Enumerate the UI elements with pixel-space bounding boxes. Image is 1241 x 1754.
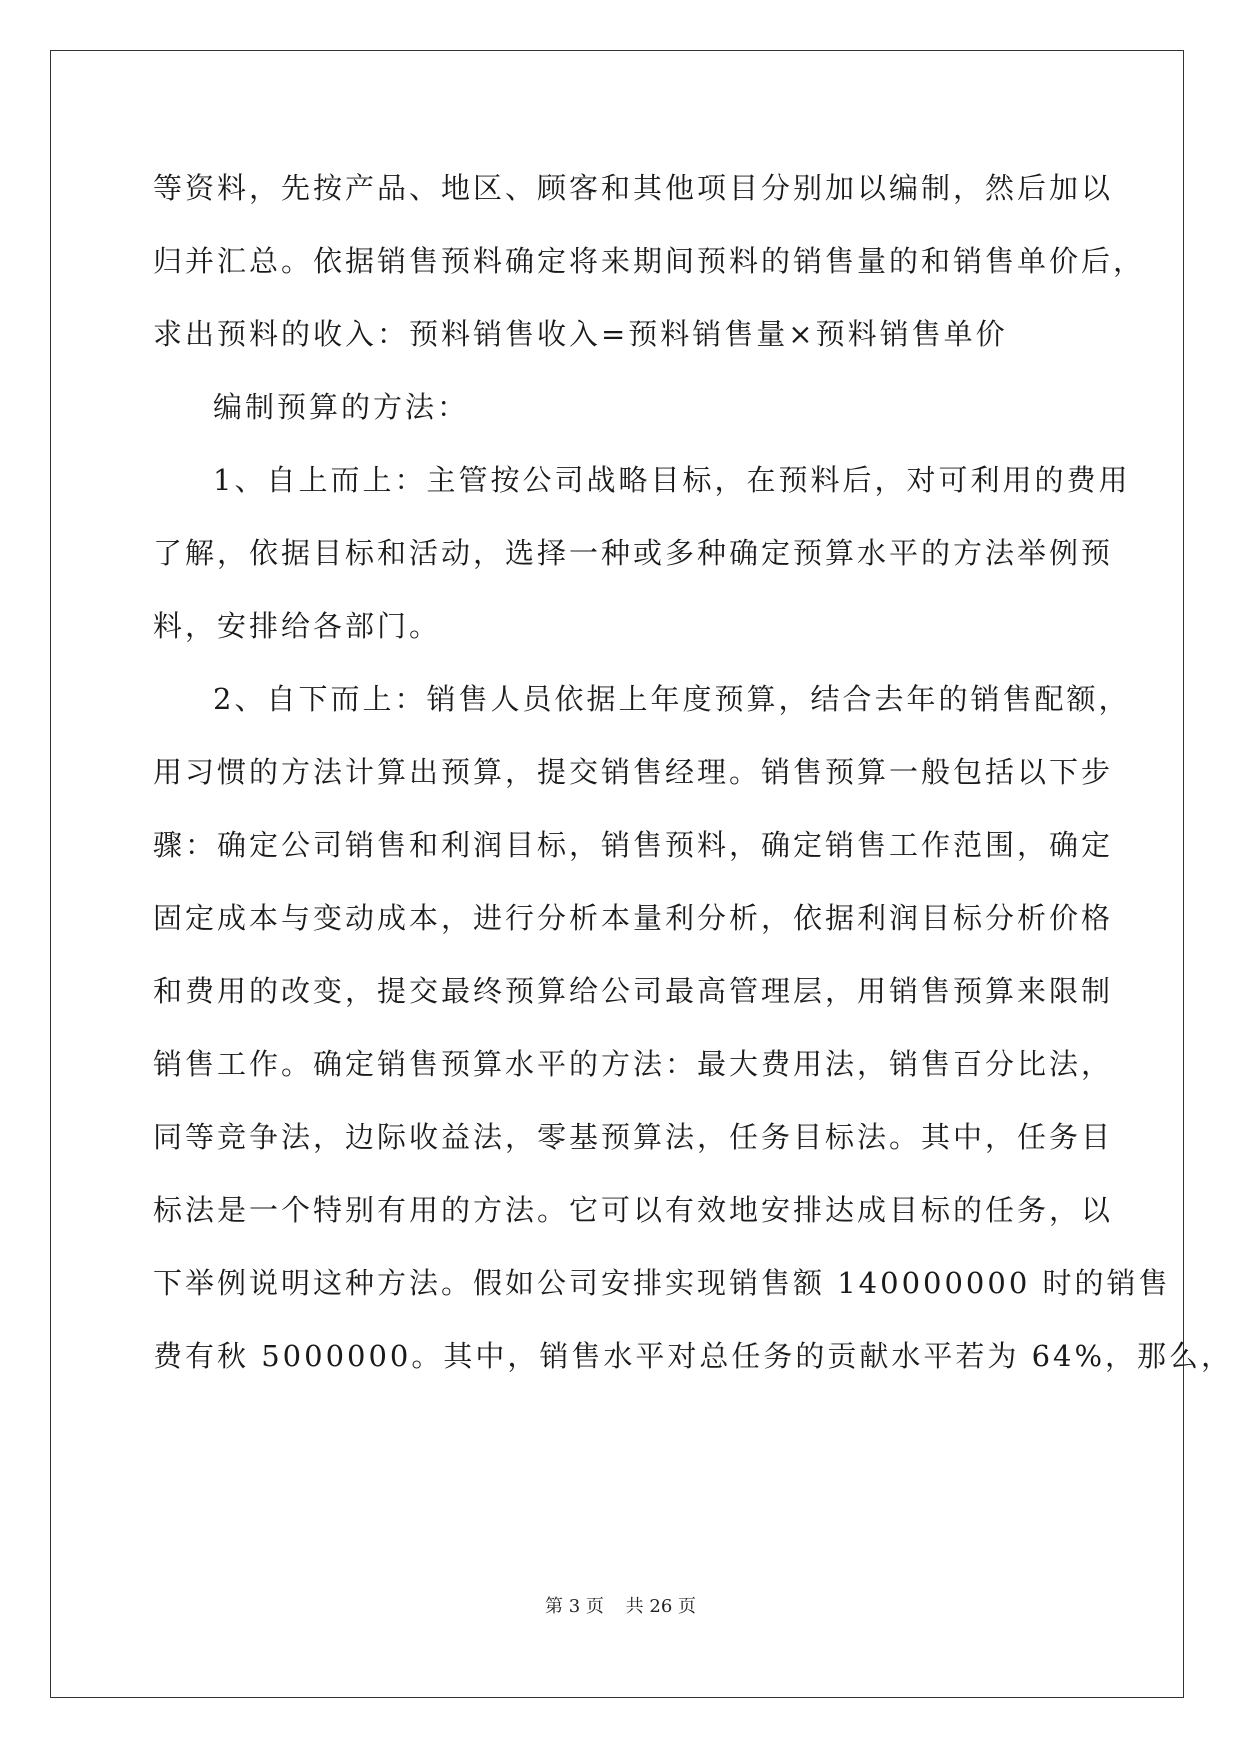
text-line: 了解，依据目标和活动，选择一种或多种确定预算水平的方法举例预 — [153, 536, 1114, 570]
section-heading: 编制预算的方法： — [213, 390, 470, 424]
text-line: 固定成本与变动成本，进行分析本量利分析，依据利润目标分析价格 — [153, 901, 1114, 935]
text-line: 标法是一个特别有用的方法。它可以有效地安排达成目标的任务，以 — [153, 1193, 1114, 1227]
text-line: 求出预料的收入：预料销售收入=预料销售量×预料销售单价 — [153, 317, 1008, 351]
text-line: 同等竞争法，边际收益法，零基预算法，任务目标法。其中，任务目 — [153, 1120, 1114, 1154]
page-total: 共 26 页 — [625, 1596, 696, 1617]
text-line: 销售工作。确定销售预算水平的方法：最大费用法，销售百分比法， — [153, 1047, 1114, 1081]
text-line: 和费用的改变，提交最终预算给公司最高管理层，用销售预算来限制 — [153, 974, 1114, 1008]
text-line: 费有秋 5000000。其中，销售水平对总任务的贡献水平若为 64%，那么， — [153, 1339, 1234, 1373]
text-line: 用习惯的方法计算出预算，提交销售经理。销售预算一般包括以下步 — [153, 755, 1114, 789]
text-line: 下举例说明这种方法。假如公司安排实现销售额 140000000 时的销售 — [153, 1266, 1171, 1300]
text-line: 骤：确定公司销售和利润目标，销售预料，确定销售工作范围，确定 — [153, 828, 1114, 862]
text-line: 料，安排给各部门。 — [153, 609, 442, 643]
text-line: 等资料，先按产品、地区、顾客和其他项目分别加以编制，然后加以 — [153, 171, 1114, 205]
text-line: 1、自上而上：主管按公司战略目标，在预料后，对可利用的费用 — [213, 463, 1131, 497]
text-line: 归并汇总。依据销售预料确定将来期间预料的销售量的和销售单价后， — [153, 244, 1146, 278]
page-number: 第 3 页 — [545, 1596, 604, 1617]
text-line: 2、自下而上：销售人员依据上年度预算，结合去年的销售配额， — [213, 682, 1131, 716]
page-footer — [0, 1592, 1241, 1618]
page-border — [50, 50, 1184, 1698]
